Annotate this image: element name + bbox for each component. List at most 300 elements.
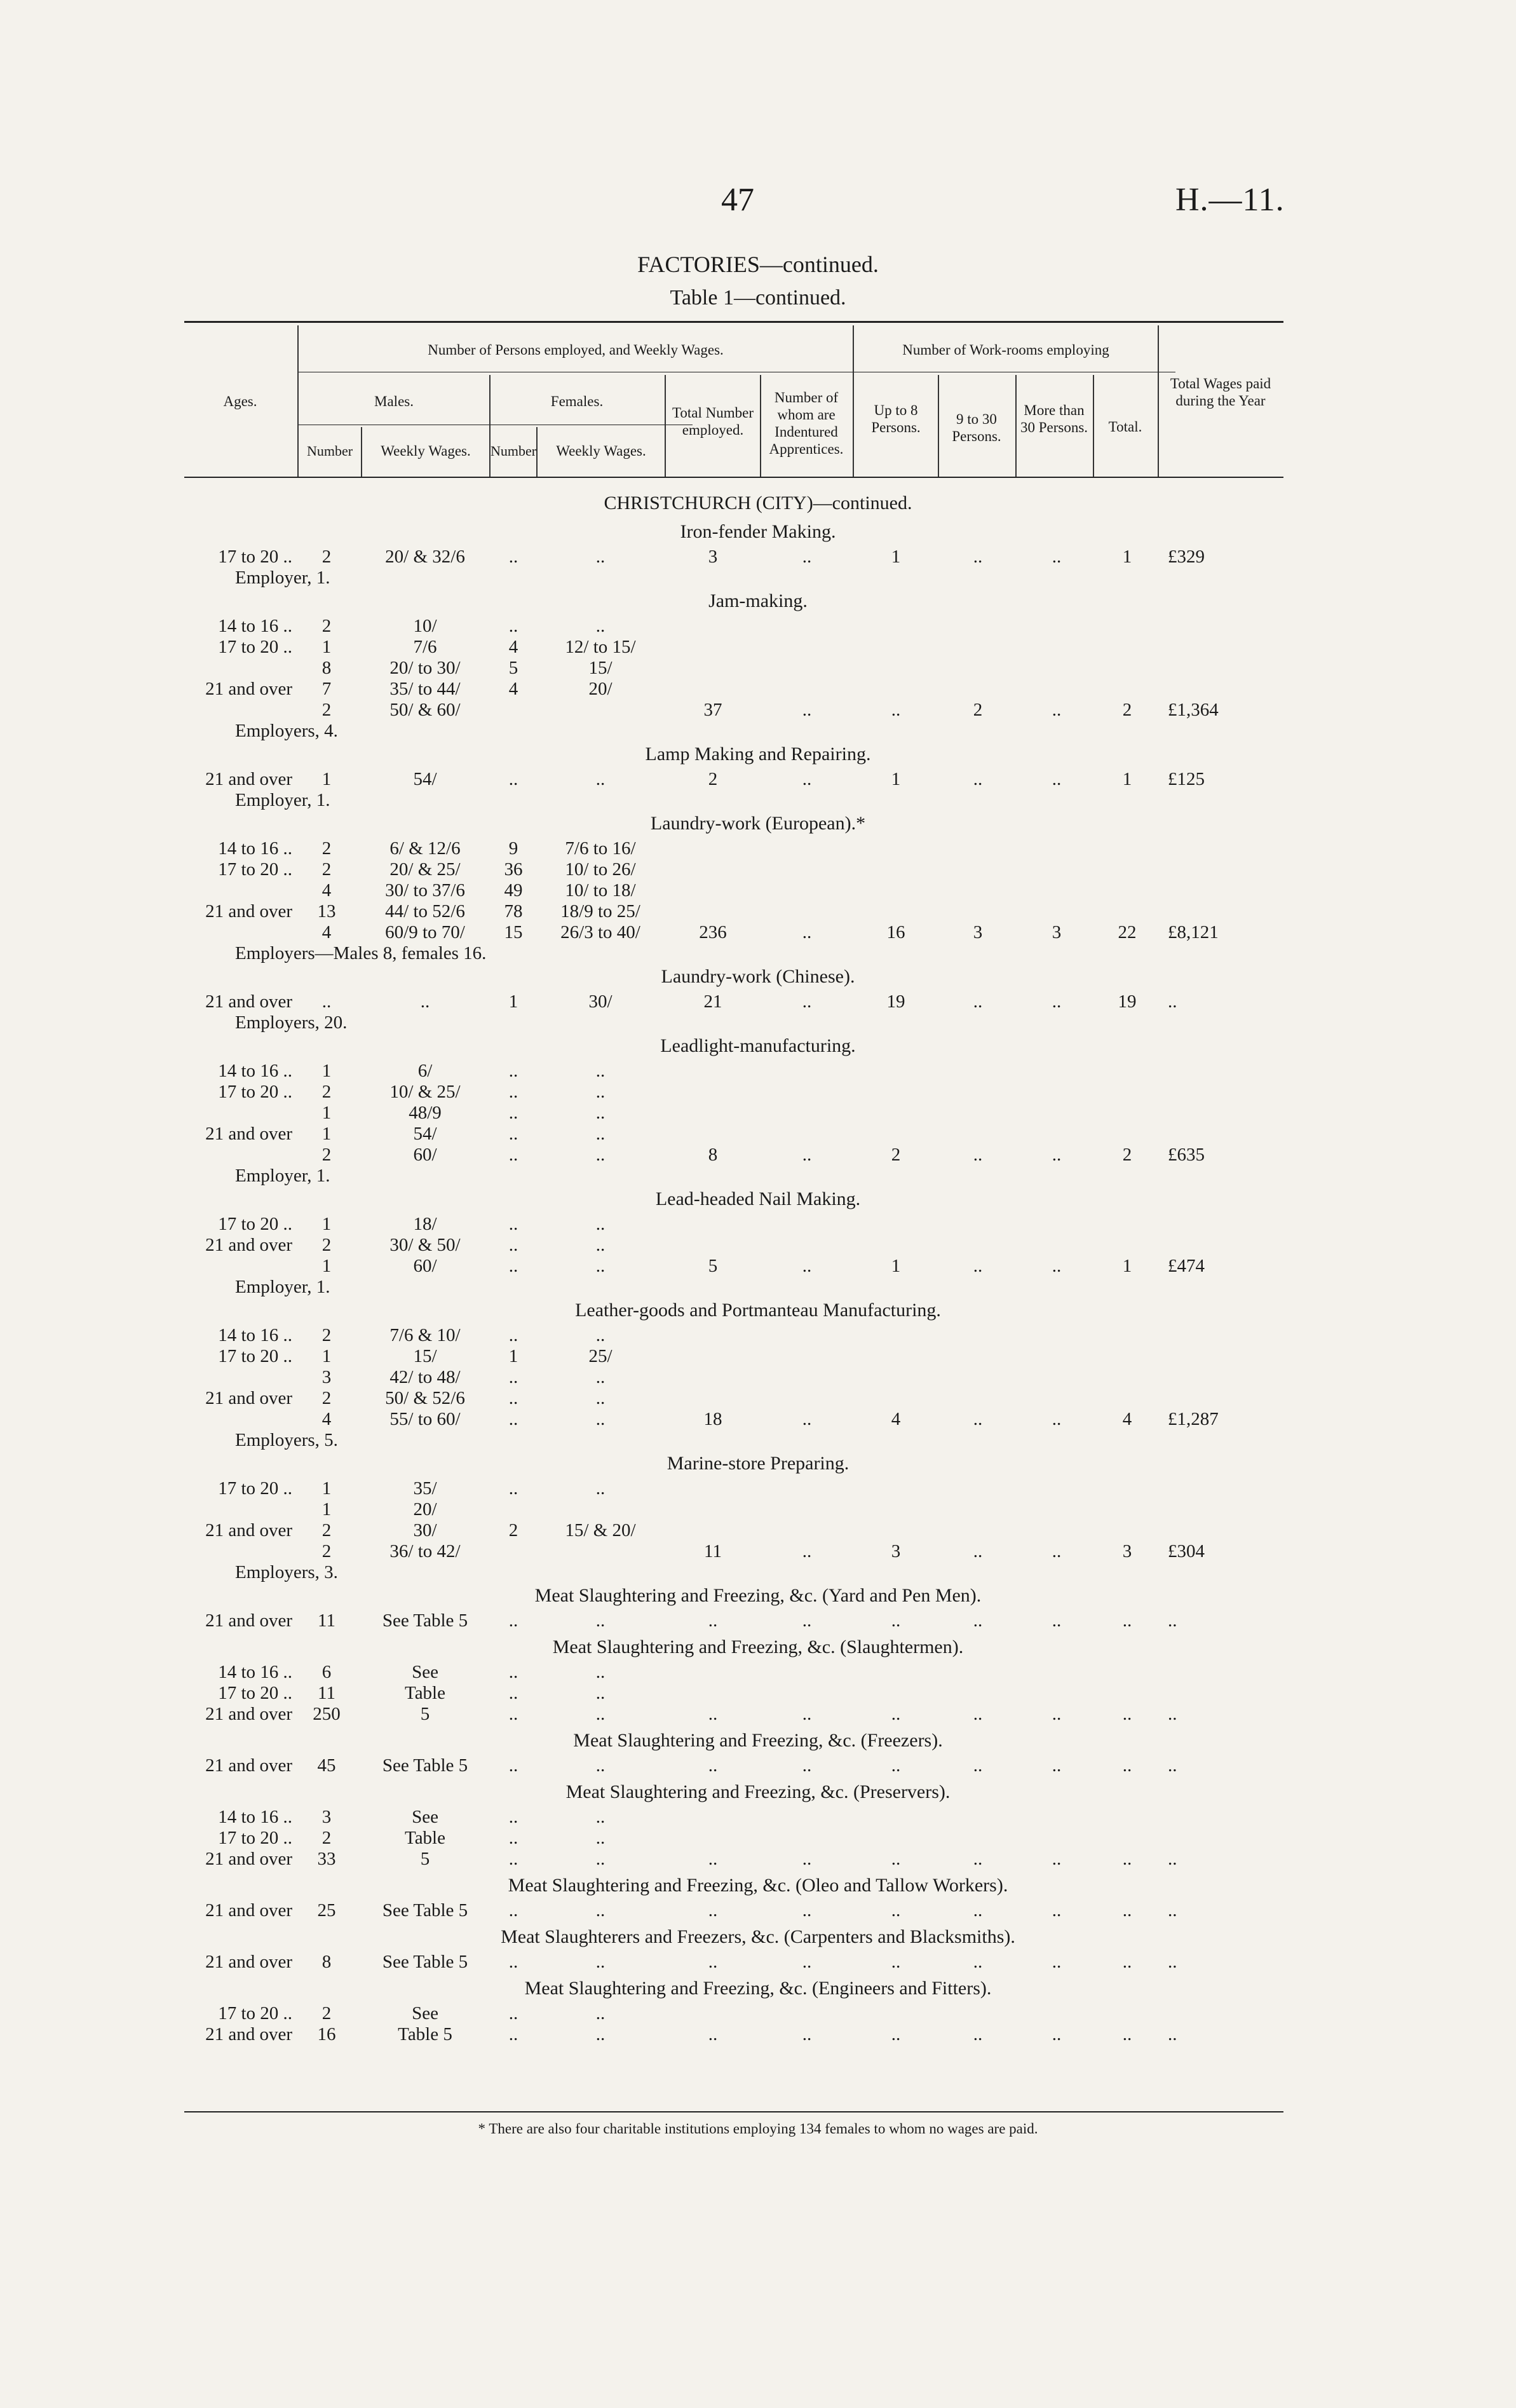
nine-to-30-cell: ..	[973, 1704, 983, 1724]
female-number-cell: 36	[504, 859, 523, 880]
female-number-cell: ..	[508, 1325, 518, 1345]
apprentices-cell: ..	[802, 1704, 812, 1724]
table-row	[184, 1807, 1283, 1827]
female-number-cell: ..	[508, 1145, 518, 1165]
apprentices-cell: ..	[802, 700, 812, 720]
male-number-cell: 1	[321, 1124, 332, 1144]
table-row	[184, 1478, 1283, 1499]
total-wages-cell: ..	[1168, 1755, 1177, 1776]
table-row	[184, 616, 1283, 636]
male-wages-cell: 50/ & 60/	[389, 700, 461, 720]
male-wages-cell: 60/	[413, 1256, 437, 1276]
female-number-cell: ..	[508, 2003, 518, 2024]
female-wages-cell: ..	[595, 769, 606, 789]
section-title: Meat Slaughtering and Freezing, &c. (Oleo and Tallow Workers).	[508, 1875, 1008, 1896]
total-employed-cell: 5	[708, 1256, 718, 1276]
header-male-number: Number	[306, 443, 353, 459]
male-number-cell: 33	[317, 1849, 336, 1869]
table-bottom-rule	[184, 2111, 1283, 2112]
table-row	[184, 547, 1283, 567]
apprentices-cell: ..	[802, 769, 812, 789]
table-row	[184, 1541, 1283, 1561]
male-number-cell: 4	[321, 922, 332, 942]
table-row	[184, 769, 1283, 789]
female-number-cell: ..	[508, 1256, 518, 1276]
total-employed-cell: ..	[708, 1849, 718, 1869]
table-row	[184, 859, 1283, 880]
female-number-cell: ..	[508, 1610, 518, 1631]
female-number-cell: ..	[508, 1683, 518, 1703]
up-to-8-cell: 3	[891, 1541, 901, 1561]
nine-to-30-cell: ..	[973, 1952, 983, 1972]
male-wages-cell: 55/ to 60/	[389, 1409, 461, 1429]
male-number-cell: 1	[321, 1103, 332, 1123]
table-row	[184, 1610, 1283, 1631]
male-number-cell: 1	[321, 1256, 332, 1276]
up-to-8-cell: ..	[891, 1849, 901, 1869]
male-wages-cell: 50/ & 52/6	[385, 1388, 465, 1408]
total-employed-cell: ..	[708, 1900, 718, 1921]
female-wages-cell: ..	[595, 2003, 606, 2024]
male-number-cell: 2	[321, 616, 332, 636]
male-number-cell: 2	[321, 838, 332, 859]
footnote: * There are also four charitable institutions employing 134 females to whom no wages are paid.	[478, 2121, 1038, 2137]
workroom-total-cell: 1	[1122, 547, 1132, 567]
table-top-rule	[184, 321, 1283, 323]
female-number-cell: ..	[508, 1807, 518, 1827]
male-wages-cell: 10/ & 25/	[389, 1082, 461, 1102]
male-number-cell: 2	[321, 1828, 332, 1848]
female-wages-cell: ..	[595, 1235, 606, 1255]
table-row	[184, 1662, 1283, 1682]
apprentices-cell: ..	[802, 1409, 812, 1429]
female-number-cell: ..	[508, 1409, 518, 1429]
total-wages-cell: £474	[1168, 1256, 1205, 1276]
apprentices-cell: ..	[802, 922, 812, 942]
female-wages-cell: 20/	[588, 679, 612, 699]
female-wages-cell: ..	[595, 1145, 606, 1165]
female-wages-cell: ..	[595, 1849, 606, 1869]
table-row	[184, 1683, 1283, 1703]
ages-cell: 17 to 20 ..	[218, 1683, 292, 1703]
total-wages-cell: ..	[1168, 1952, 1177, 1972]
total-employed-cell: 21	[703, 991, 722, 1012]
male-number-cell: 3	[321, 1807, 332, 1827]
table-row	[184, 1388, 1283, 1408]
male-number-cell: 2	[321, 1082, 332, 1102]
female-wages-cell: ..	[595, 1478, 606, 1499]
female-wages-cell: 15/ & 20/	[565, 1520, 636, 1541]
male-number-cell: 13	[317, 901, 336, 922]
male-number-cell: 8	[321, 658, 332, 678]
section-title: Lead-headed Nail Making.	[655, 1188, 861, 1209]
female-wages-cell: 7/6 to 16/	[565, 838, 636, 859]
section-title: Laundry-work (European).*	[650, 813, 866, 834]
document-reference: H.—11.	[1175, 182, 1285, 218]
header-total-employed: Total Number employed.	[672, 405, 754, 438]
header-bottom-rule	[184, 477, 1283, 478]
nine-to-30-cell: ..	[973, 1145, 983, 1165]
employers-note: Employer, 1.	[235, 1277, 330, 1297]
up-to-8-cell: 1	[891, 1256, 901, 1276]
table-row	[184, 700, 1283, 720]
table-row	[184, 679, 1283, 699]
total-wages-cell: ..	[1168, 2024, 1177, 2044]
ages-cell: 21 and over	[205, 2024, 292, 2044]
male-wages-cell: 5	[420, 1849, 430, 1869]
more-than-30-cell: ..	[1052, 1145, 1062, 1165]
male-number-cell: 2	[321, 1541, 332, 1561]
up-to-8-cell: 4	[891, 1409, 901, 1429]
male-number-cell: 11	[318, 1610, 335, 1631]
employers-note: Employers, 4.	[235, 721, 338, 741]
male-wages-cell: 20/ to 30/	[389, 658, 461, 678]
table-title: Table 1—continued.	[670, 286, 846, 310]
table-row	[184, 1828, 1283, 1848]
up-to-8-cell: ..	[891, 1704, 901, 1724]
workroom-total-cell: 19	[1118, 991, 1137, 1012]
female-number-cell: ..	[508, 769, 518, 789]
male-number-cell: 16	[317, 2024, 336, 2044]
page-title: FACTORIES—continued.	[637, 252, 879, 277]
ages-cell: 14 to 16 ..	[218, 1807, 292, 1827]
ages-cell: 14 to 16 ..	[218, 1061, 292, 1081]
table-row	[184, 1499, 1283, 1520]
male-wages-cell: 5	[420, 1704, 430, 1724]
more-than-30-cell: ..	[1052, 1409, 1062, 1429]
male-wages-cell: 54/	[413, 769, 437, 789]
male-wages-cell: 30/	[413, 1520, 437, 1541]
male-number-cell: 4	[321, 1409, 332, 1429]
female-number-cell: ..	[508, 1214, 518, 1234]
table-row	[184, 1520, 1283, 1541]
table-row	[184, 1124, 1283, 1144]
female-wages-cell: 10/ to 26/	[565, 859, 636, 880]
female-wages-cell: ..	[595, 1124, 606, 1144]
table-row	[184, 1704, 1283, 1724]
ages-cell: 21 and over	[205, 1610, 292, 1631]
section-title: Laundry-work (Chinese).	[661, 966, 855, 987]
total-employed-cell: 2	[708, 769, 718, 789]
ages-cell: 21 and over	[205, 679, 292, 699]
section-title: Meat Slaughtering and Freezing, &c. (Freezers).	[573, 1730, 943, 1751]
workroom-total-cell: 22	[1118, 922, 1137, 942]
header-9-to-30: 9 to 30 Persons.	[952, 411, 1001, 444]
female-wages-cell: ..	[595, 1755, 606, 1776]
male-number-cell: 3	[321, 1367, 332, 1387]
female-number-cell: 49	[504, 880, 523, 901]
female-number-cell: ..	[508, 1662, 518, 1682]
male-number-cell: 4	[321, 880, 332, 901]
nine-to-30-cell: ..	[973, 547, 983, 567]
up-to-8-cell: 19	[886, 991, 905, 1012]
female-number-cell: 9	[508, 838, 518, 859]
total-wages-cell: £1,287	[1168, 1409, 1219, 1429]
nine-to-30-cell: ..	[973, 769, 983, 789]
total-wages-cell: £1,364	[1168, 700, 1219, 720]
male-wages-cell: 48/9	[409, 1103, 442, 1123]
female-number-cell: ..	[508, 2024, 518, 2044]
table-row	[184, 2024, 1283, 2044]
total-wages-cell: ..	[1168, 1849, 1177, 1869]
ages-cell: 21 and over	[205, 1235, 292, 1255]
ages-cell: 17 to 20 ..	[218, 1346, 292, 1366]
total-wages-cell: ..	[1168, 1900, 1177, 1921]
total-employed-cell: 11	[704, 1541, 722, 1561]
table-row	[184, 2003, 1283, 2024]
nine-to-30-cell: 2	[973, 700, 983, 720]
section-title: Jam-making.	[708, 590, 808, 611]
up-to-8-cell: ..	[891, 1952, 901, 1972]
male-number-cell: 8	[321, 1952, 332, 1972]
male-wages-cell: 15/	[413, 1346, 437, 1366]
workroom-total-cell: ..	[1122, 1755, 1132, 1776]
female-wages-cell: 15/	[588, 658, 612, 678]
ages-cell: 17 to 20 ..	[218, 547, 292, 567]
header-females: Females.	[550, 393, 604, 409]
header-apprentices: Number of whom are Indentured Apprentices.	[769, 390, 844, 457]
ages-cell: 21 and over	[205, 1952, 292, 1972]
table-row	[184, 658, 1283, 678]
nine-to-30-cell: ..	[973, 1409, 983, 1429]
female-wages-cell: ..	[595, 1409, 606, 1429]
male-wages-cell: See	[412, 2003, 438, 2024]
female-number-cell: 1	[508, 1346, 518, 1366]
table-row	[184, 1256, 1283, 1276]
female-wages-cell: ..	[595, 1828, 606, 1848]
table-row	[184, 1061, 1283, 1081]
female-number-cell: 15	[504, 922, 523, 942]
up-to-8-cell: ..	[891, 700, 901, 720]
table-row	[184, 922, 1283, 942]
header-up-to-8: Up to 8 Persons.	[871, 402, 921, 435]
male-wages-cell: See	[412, 1662, 438, 1682]
male-number-cell: 1	[321, 637, 332, 657]
header-more-than-30: More than 30 Persons.	[1020, 402, 1088, 435]
apprentices-cell: ..	[802, 547, 812, 567]
nine-to-30-cell: ..	[973, 1256, 983, 1276]
female-wages-cell: 10/ to 18/	[565, 880, 636, 901]
male-wages-cell: 20/	[413, 1499, 437, 1520]
male-number-cell: 2	[321, 1325, 332, 1345]
ages-cell: 21 and over	[205, 1849, 292, 1869]
header-total-wages: Total Wages paid during the Year	[1170, 376, 1271, 409]
more-than-30-cell: ..	[1052, 1849, 1062, 1869]
ages-cell: 21 and over	[205, 1520, 292, 1541]
female-number-cell: ..	[508, 1367, 518, 1387]
female-wages-cell: ..	[595, 616, 606, 636]
male-wages-cell: See Table 5	[382, 1755, 468, 1776]
female-wages-cell: 30/	[588, 991, 612, 1012]
nine-to-30-cell: ..	[973, 991, 983, 1012]
up-to-8-cell: ..	[891, 2024, 901, 2044]
female-number-cell: ..	[508, 1704, 518, 1724]
ages-cell: 17 to 20 ..	[218, 2003, 292, 2024]
male-wages-cell: 60/	[413, 1145, 437, 1165]
ages-cell: 14 to 16 ..	[218, 1325, 292, 1345]
workroom-total-cell: 4	[1122, 1409, 1132, 1429]
table-row	[184, 1346, 1283, 1366]
male-wages-cell: 36/ to 42/	[389, 1541, 461, 1561]
section-title: Leather-goods and Portmanteau Manufacturing.	[575, 1300, 941, 1321]
ages-cell: 17 to 20 ..	[218, 1478, 292, 1499]
table-row	[184, 1325, 1283, 1345]
ages-cell: 17 to 20 ..	[218, 1214, 292, 1234]
apprentices-cell: ..	[802, 1541, 812, 1561]
apprentices-cell: ..	[802, 991, 812, 1012]
total-employed-cell: ..	[708, 2024, 718, 2044]
total-employed-cell: 18	[703, 1409, 722, 1429]
table-row	[184, 1755, 1283, 1776]
female-wages-cell: 18/9 to 25/	[560, 901, 640, 922]
ages-cell: 14 to 16 ..	[218, 1662, 292, 1682]
up-to-8-cell: 16	[886, 922, 905, 942]
male-number-cell: 1	[321, 1346, 332, 1366]
ages-cell: 21 and over	[205, 769, 292, 789]
more-than-30-cell: ..	[1052, 1541, 1062, 1561]
male-number-cell: 2	[321, 1235, 332, 1255]
more-than-30-cell: ..	[1052, 1256, 1062, 1276]
header-ages: Ages.	[223, 393, 257, 409]
table-row	[184, 1235, 1283, 1255]
employers-note: Employer, 1.	[235, 568, 330, 588]
male-number-cell: 2	[321, 2003, 332, 2024]
male-number-cell: 6	[321, 1662, 332, 1682]
male-number-cell: 2	[321, 859, 332, 880]
ages-cell: 21 and over	[205, 1388, 292, 1408]
ages-cell: 17 to 20 ..	[218, 859, 292, 880]
more-than-30-cell: 3	[1052, 922, 1062, 942]
male-number-cell: 1	[321, 769, 332, 789]
male-number-cell: 7	[321, 679, 332, 699]
apprentices-cell: ..	[802, 1256, 812, 1276]
male-wages-cell: 6/ & 12/6	[389, 838, 461, 859]
male-number-cell: 1	[321, 1478, 332, 1499]
total-employed-cell: ..	[708, 1704, 718, 1724]
ages-cell: 21 and over	[205, 1704, 292, 1724]
apprentices-cell: ..	[802, 1900, 812, 1921]
workroom-total-cell: ..	[1122, 1849, 1132, 1869]
workroom-total-cell: ..	[1122, 1952, 1132, 1972]
ages-cell: 14 to 16 ..	[218, 616, 292, 636]
female-number-cell: ..	[508, 1900, 518, 1921]
up-to-8-cell: ..	[891, 1610, 901, 1631]
more-than-30-cell: ..	[1052, 991, 1062, 1012]
total-wages-cell: £304	[1168, 1541, 1205, 1561]
header-divider	[1158, 325, 1159, 477]
male-wages-cell: 20/ & 25/	[389, 859, 461, 880]
male-wages-cell: See	[412, 1807, 438, 1827]
table-row	[184, 838, 1283, 859]
female-number-cell: ..	[508, 1478, 518, 1499]
female-wages-cell: ..	[595, 1256, 606, 1276]
female-number-cell: ..	[508, 1235, 518, 1255]
ages-cell: 21 and over	[205, 1755, 292, 1776]
female-wages-cell: ..	[595, 1683, 606, 1703]
header-male-wages: Weekly Wages.	[381, 443, 471, 459]
female-wages-cell: ..	[595, 2024, 606, 2044]
table-row	[184, 1409, 1283, 1429]
ages-cell: 21 and over	[205, 901, 292, 922]
nine-to-30-cell: ..	[973, 1610, 983, 1631]
nine-to-30-cell: ..	[973, 1541, 983, 1561]
apprentices-cell: ..	[802, 1610, 812, 1631]
male-wages-cell: See Table 5	[382, 1952, 468, 1972]
female-number-cell: ..	[508, 1952, 518, 1972]
section-title: Iron-fender Making.	[680, 521, 836, 542]
male-wages-cell: 6/	[417, 1061, 433, 1081]
more-than-30-cell: ..	[1052, 2024, 1062, 2044]
ages-cell: 17 to 20 ..	[218, 1828, 292, 1848]
total-wages-cell: ..	[1168, 991, 1177, 1012]
header-divider	[489, 375, 491, 477]
header-total: Total.	[1108, 419, 1142, 435]
more-than-30-cell: ..	[1052, 700, 1062, 720]
employers-note: Employers, 5.	[235, 1430, 338, 1450]
female-number-cell: 78	[504, 901, 523, 922]
nine-to-30-cell: 3	[973, 922, 983, 942]
total-wages-cell: £8,121	[1168, 922, 1219, 942]
workroom-total-cell: 1	[1122, 1256, 1132, 1276]
male-wages-cell: 30/ to 37/6	[385, 880, 465, 901]
section-title: Marine-store Preparing.	[667, 1453, 849, 1474]
section-title: Meat Slaughtering and Freezing, &c. (Yard and Pen Men).	[534, 1585, 982, 1606]
female-number-cell: 4	[508, 637, 518, 657]
female-wages-cell: ..	[595, 1807, 606, 1827]
up-to-8-cell: ..	[891, 1900, 901, 1921]
female-wages-cell: ..	[595, 1082, 606, 1102]
table-row	[184, 901, 1283, 922]
male-wages-cell: Table	[405, 1683, 445, 1703]
ages-cell: 21 and over	[205, 991, 292, 1012]
header-female-number: Number	[491, 443, 537, 459]
female-number-cell: ..	[508, 1755, 518, 1776]
table-row	[184, 1082, 1283, 1102]
male-number-cell: 2	[321, 700, 332, 720]
workroom-total-cell: 1	[1122, 769, 1132, 789]
section-title: Meat Slaughtering and Freezing, &c. (Engineers and Fitters).	[524, 1978, 992, 1999]
more-than-30-cell: ..	[1052, 1610, 1062, 1631]
workroom-total-cell: ..	[1122, 1704, 1132, 1724]
header-males: Males.	[374, 393, 414, 409]
employers-note: Employers, 3.	[235, 1562, 338, 1582]
nine-to-30-cell: ..	[973, 1755, 983, 1776]
total-employed-cell: 236	[699, 922, 727, 942]
male-number-cell: ..	[321, 991, 332, 1012]
female-number-cell: 4	[508, 679, 518, 699]
female-wages-cell: ..	[595, 1952, 606, 1972]
female-number-cell: ..	[508, 1103, 518, 1123]
ages-cell: 14 to 16 ..	[218, 838, 292, 859]
table-row	[184, 1103, 1283, 1123]
total-wages-cell: £635	[1168, 1145, 1205, 1165]
male-number-cell: 2	[321, 1145, 332, 1165]
up-to-8-cell: 1	[891, 547, 901, 567]
table-row	[184, 880, 1283, 901]
employers-note: Employers—Males 8, females 16.	[235, 943, 487, 963]
female-wages-cell: ..	[595, 1704, 606, 1724]
female-number-cell: 5	[508, 658, 518, 678]
apprentices-cell: ..	[802, 2024, 812, 2044]
workroom-total-cell: ..	[1122, 1610, 1132, 1631]
total-employed-cell: ..	[708, 1755, 718, 1776]
male-number-cell: 11	[318, 1683, 335, 1703]
male-number-cell: 250	[313, 1704, 341, 1724]
female-number-cell: ..	[508, 1061, 518, 1081]
nine-to-30-cell: ..	[973, 1900, 983, 1921]
total-employed-cell: 8	[708, 1145, 718, 1165]
male-wages-cell: Table	[405, 1828, 445, 1848]
